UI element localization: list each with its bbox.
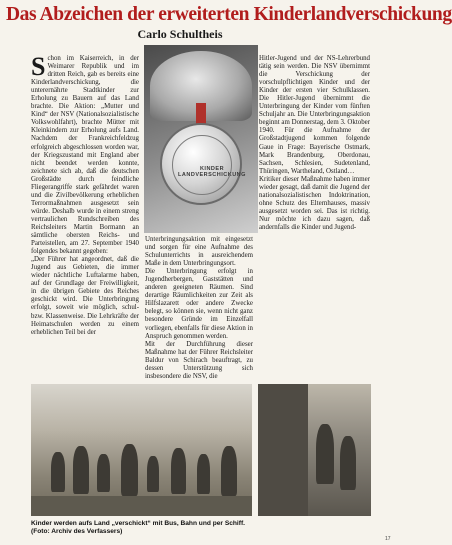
drop-cap: S [31, 52, 46, 81]
paragraph: „Der Führer hat angeordnet, daß die Jugend aus Gebieten, die immer wieder nächtliche Luftalarme haben, auf der Grundlage der Freiwilligkeit, in die übrigen Gebiete des Reiches geschickt wird. Die Unterbringung erfolgt, soweit wie möglich, schul- bzw. Klassenweise. Die Lehrkräfte der Heimatschulen werden zu einem erheblichen Teil bei der [31, 256, 139, 336]
paragraph: Die Unterbringung erfolgt in Jugendherbergen, Gaststätten und anderen geeigneten Räumen. Sind derartige Räumlichkeiten zur Zeit als Hilfslazarett oder andere Zwecke belegt, so können sie, wenn nicht ganz besondere Gründe im Einzelfall vorliegen, ebenfalls für diese Aktion in Anspruch genommen werden. [145, 268, 253, 340]
article-headline: Das Abzeichen der erweiterten Kinderlandverschickung [6, 4, 452, 25]
photo-caption [31, 520, 261, 536]
article-author: Carlo Schultheis [137, 27, 223, 41]
text-column-2 [145, 236, 253, 380]
medal-ribbon [196, 103, 206, 125]
figure-silhouette [51, 452, 65, 492]
figure-silhouette [316, 424, 334, 484]
medal-badge-image [160, 123, 246, 205]
figure-silhouette [197, 454, 210, 494]
figure-silhouette [73, 446, 89, 494]
medal-rim [172, 135, 246, 195]
figure-silhouette [121, 444, 138, 496]
figure-silhouette [147, 456, 159, 492]
text-column-1 [31, 52, 139, 382]
photo-train-children [258, 384, 371, 516]
figure-silhouette [221, 446, 237, 496]
figure-silhouette [171, 448, 186, 494]
caption-line: Kinder werden aufs Land „verschickt“ mit Bus, Bahn und per Schiff. [31, 520, 245, 527]
paragraph-text: chon im Kaiserreich, in der Weimarer Republik und im dritten Reich, gab es bereits eine Kinderlandverschickung, die unterernährte Stadtkinder zur Erholung zu Bauern auf das Land brachte. Die Aktion: „Mutter und Kind“ der NSV (Nationalsozialistische Volkswohlfahrt), brachte Mütter mit Kleinkindern zur Erholung aufs Land. Nachdem der Frankreichfeldzug erfolgreich abgeschlossen worden war, der Kriegszustand mit England aber nicht beendet werden konnte, zeichnete sich ab, daß die deutschen Großstädte durch feindliche Fliegerangriffe stark gefährdet waren und die Zivilbevölkerung erheblichen Terrormaßnahmen ausgesetzt sein würde. Deshalb wurde in einem streng vertraulichen Rundschreiben des Reichsleiters Martin Bormann an sämtliche obersten Reichs- und Parteistellen, am 27. September 1940 folgendes bekannt gegeben: [31, 55, 139, 256]
medal-photo [144, 45, 258, 233]
paragraph: Hitler-Jugend und der NS-Lehrerbund tätig sein werden. Die NSV übernimmt die Verschickung der vorschulpflichtigen Kinder und der Kinder der ersten vier Schulklassen. Die Hitler-Jugend übernimmt die Unterbringung der Kinder vom fünften Schuljahr an. Die Unterbringungsaktion beginnt am Donnerstag, dem 3. Oktober 1940. Für die Aufnahme der Großstadtjugend kommen folgende Gaue in Frage: Bayerische Ostmark, Mark Brandenburg, Oberdonau, Sachsen, Schlesien, Sudetenland, Thüringen, Wartheland, Ostland… [259, 55, 370, 175]
photo-children-group [31, 384, 252, 516]
figure-silhouette [340, 436, 356, 490]
page-number: 17 [385, 536, 391, 542]
train-wagon [258, 384, 308, 516]
paragraph [31, 52, 139, 256]
paragraph: Unterbringungsaktion mit eingesetzt und sorgen für eine Aufnahme des Schulunterrichts in ausreichendem Maße in dem Unterbringungsort. [145, 236, 253, 268]
medal-inscription: KINDER LANDVERSCHICKUNG [178, 166, 246, 178]
figure-silhouette [97, 454, 110, 492]
paragraph: Mit der Durchführung dieser Maßnahme hat der Führer Reichsleiter Baldur von Schirach beauftragt, zu dessen Unterstützung sich insbesondere die NSV, die [145, 340, 253, 380]
ground [31, 496, 252, 516]
text-column-3 [259, 55, 370, 380]
paragraph: Kritiker dieser Maßnahme haben immer wieder gesagt, daß damit die Jugend der nationalsozialistischen Indoktrination, ohne Schutz des Elternhauses, massiv ausgesetzt worden sei. Das ist richtig. Nur möchte ich dazu sagen, daß andernfalls die Kinder und Jugend- [259, 175, 370, 231]
caption-credit: (Foto: Archiv des Verfassers) [31, 527, 123, 535]
